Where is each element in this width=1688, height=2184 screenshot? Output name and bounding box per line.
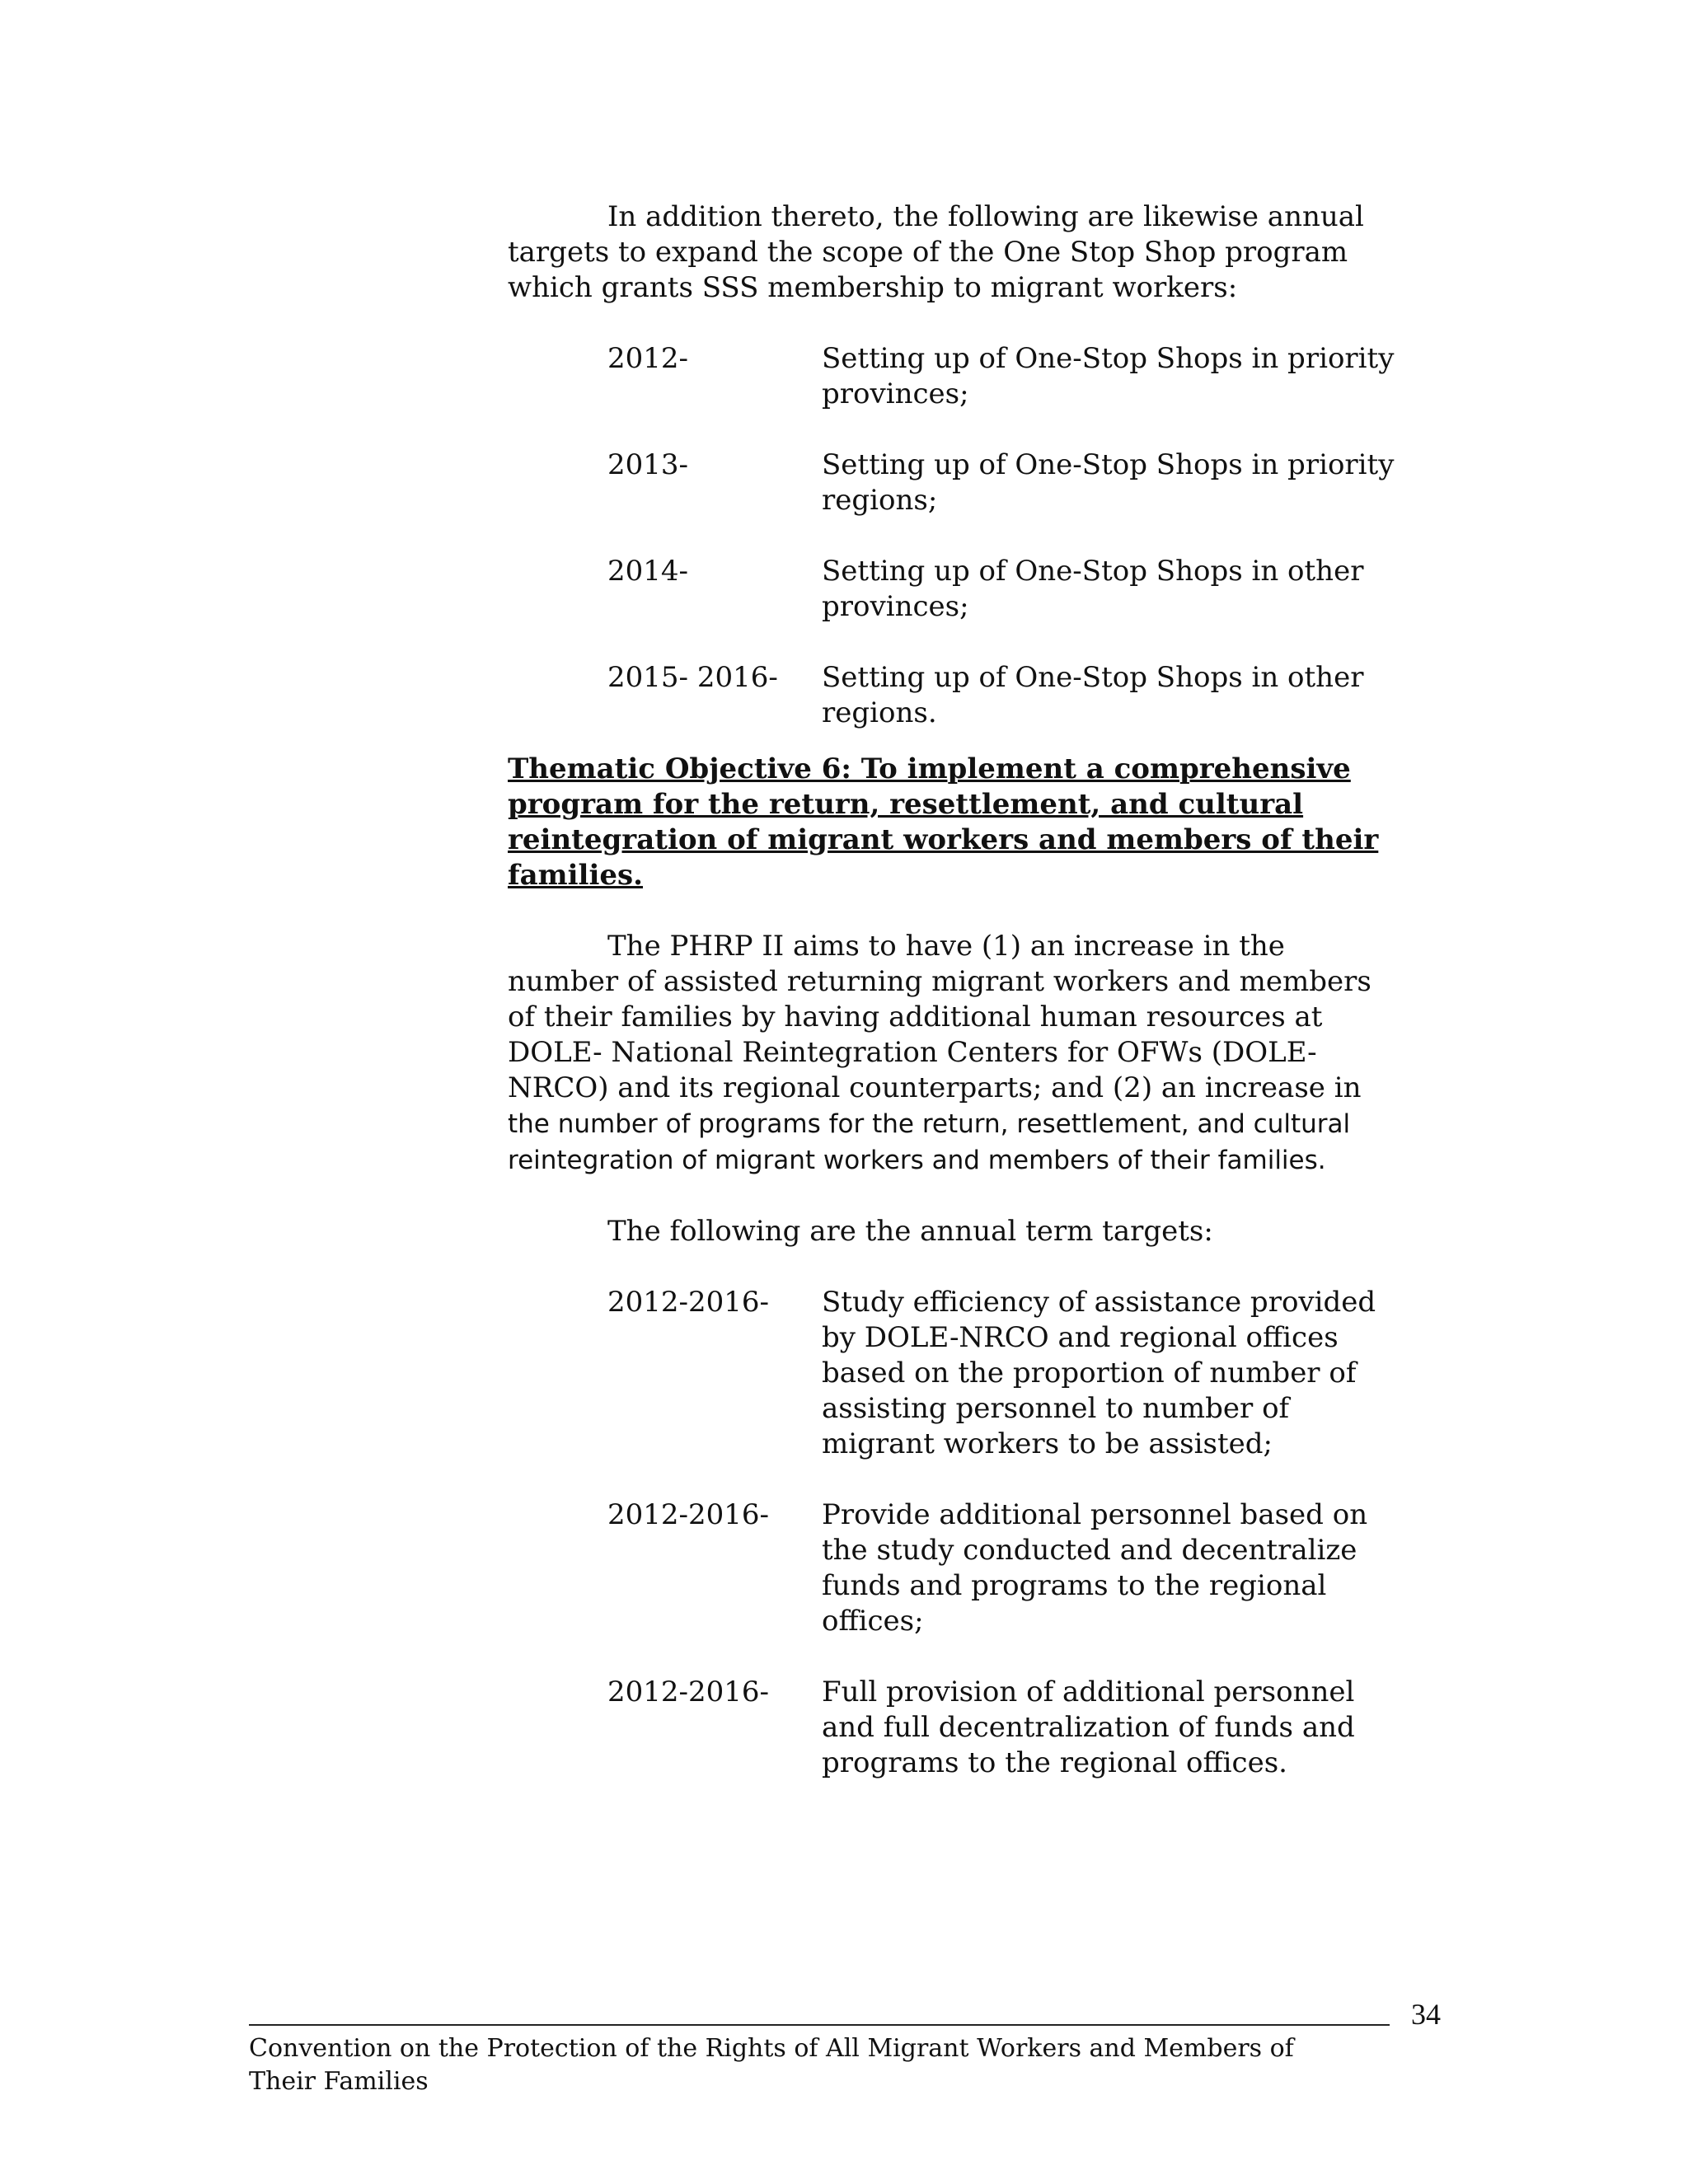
thematic-objective-heading: Thematic Objective 6: To implement a comprehensive program for the return, resettlement, and cultural reintegration of migrant workers and members of their families. xyxy=(508,752,1379,892)
phrp-paragraph xyxy=(508,929,1398,1179)
target-description: Provide additional personnel based on the study conducted and decentralize funds and programs to the regional offices; xyxy=(822,1498,1368,1638)
page-number: 34 xyxy=(1411,1998,1441,2031)
target-description: Study efficiency of assistance provided by DOLE-NRCO and regional offices based on the proportion of number of assisting personnel to number of migrant workers to be assisted; xyxy=(822,1286,1376,1460)
target-item xyxy=(607,660,1398,731)
annual-intro: The following are the annual term targets: xyxy=(607,1215,1213,1248)
target-item xyxy=(607,448,1398,518)
target-description: Full provision of additional personnel and full decentralization of funds and programs to the regional offices. xyxy=(822,1675,1355,1779)
footer-divider xyxy=(249,2024,1390,2026)
target-description: Setting up of One-Stop Shops in priority regions; xyxy=(822,448,1395,517)
sss-target-list xyxy=(607,341,1398,731)
target-year: 2012- xyxy=(607,342,689,375)
target-item xyxy=(607,341,1398,412)
target-item xyxy=(607,1675,1398,1781)
document-body xyxy=(508,199,1398,1816)
phrp-text-serif: The PHRP II aims to have (1) an increase in the number of assisted returning migrant workers and members of their families by having additional human resources at DOLE- National Reintegration Centers for OFWs (DOLE-NRCO) and its regional counterparts; and (2) an increase in xyxy=(508,930,1372,1104)
intro-paragraph: In addition thereto, the following are likewise annual targets to expand the scope of the One Stop Shop program which grants SSS membership to migrant workers: xyxy=(508,200,1364,304)
target-description: Setting up of One-Stop Shops in priority provinces; xyxy=(822,342,1395,410)
phrp-text-sans: the number of programs for the return, resettlement, and cultural reintegration of migrant workers and members of their families. xyxy=(508,1109,1351,1175)
target-item xyxy=(607,554,1398,625)
target-description: Setting up of One-Stop Shops in other provinces; xyxy=(822,555,1364,623)
target-year: 2012-2016- xyxy=(607,1286,770,1319)
target-year: 2014- xyxy=(607,555,689,588)
target-year: 2012-2016- xyxy=(607,1675,770,1708)
footer-text: Convention on the Protection of the Rights of All Migrant Workers and Members of Their Families xyxy=(249,2034,1294,2096)
target-year: 2013- xyxy=(607,448,689,481)
target-year: 2012-2016- xyxy=(607,1498,770,1531)
annual-target-list xyxy=(607,1285,1398,1781)
target-year: 2015- 2016- xyxy=(607,661,778,694)
target-item xyxy=(607,1285,1398,1462)
target-description: Setting up of One-Stop Shops in other regions. xyxy=(822,661,1364,729)
target-item xyxy=(607,1497,1398,1639)
